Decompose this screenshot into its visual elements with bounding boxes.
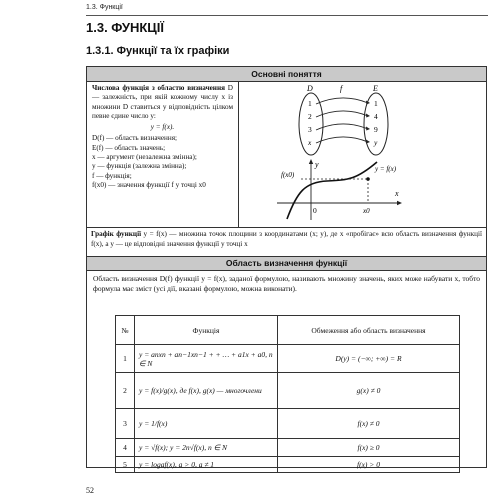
row-domain: f(x) ≠ 0 [278, 409, 460, 439]
row-domain: D(y) = (−∞; +∞) = R [278, 345, 460, 373]
table-header-row [116, 316, 460, 345]
row-function: y = anxn + an−1xn−1 + + … + a1x + a0, n ∈ N [135, 345, 278, 373]
graph-definition-text: y = f(x) — множина точок площини з координатами (x; y), де x «пробігає» всю область визначення функції f(x), а y — це відповідні значення функції у точці x [91, 230, 482, 248]
set-d-label: D [307, 84, 313, 93]
mapping-and-graph-figure [239, 82, 486, 227]
page-number: 52 [86, 486, 94, 495]
d-item: 1 [308, 99, 312, 108]
header-number: № [116, 316, 135, 345]
graph-definition-term: Графік функції [91, 230, 142, 238]
table-row [116, 457, 460, 473]
table-row [116, 409, 460, 439]
x0-label: x0 [363, 207, 370, 215]
table-row [116, 345, 460, 373]
row-number: 3 [116, 409, 135, 439]
domain-intro: Область визначення D(f) функції y = f(x), заданої формулою, називають множину значень, яких може набувати x, тобто формула має зміст (усі дії, вказані формулою, можна виконати). [93, 274, 480, 293]
e-item: 4 [374, 112, 378, 121]
row-domain: f(x) > 0 [278, 457, 460, 473]
row-function: y = 1/f(x) [135, 409, 278, 439]
domain-title: Область визначення функції [87, 257, 486, 271]
origin-label: 0 [313, 206, 317, 215]
notation-range: E(f) — область значень; [92, 143, 166, 152]
header-rule [86, 15, 488, 16]
e-item: 1 [374, 99, 378, 108]
point-x0 [366, 177, 370, 181]
y-axis-label: y [315, 160, 319, 169]
notation-domain: D(f) — область визначення; [92, 134, 178, 143]
section-title: 1.3. ФУНКЦІЇ [86, 20, 164, 35]
d-item: 3 [308, 125, 312, 134]
e-item: 9 [374, 125, 378, 134]
row-function: y = √f(x); y = 2n√f(x), n ∈ N [135, 439, 278, 457]
domain-box [86, 256, 487, 468]
row-function: y = f(x)/g(x), де f(x), g(x) — многочлени [135, 373, 278, 409]
notation-value: f(x0) — значення функції f у точці x0 [92, 180, 206, 189]
basic-concepts-box [86, 66, 487, 260]
illustrations [239, 82, 486, 227]
curve-label: y = f(x) [375, 165, 397, 173]
definition-term: Числова функція з областю визначення [92, 84, 225, 92]
set-f-label: f [340, 84, 343, 93]
row-number: 1 [116, 345, 135, 373]
function-definition [87, 82, 239, 227]
row-domain: f(x) ≥ 0 [278, 439, 460, 457]
fx0-label: f(x0) [281, 171, 295, 179]
row-number: 2 [116, 373, 135, 409]
header-function: Функція [135, 316, 278, 345]
header-domain: Обмеження або область визначення [278, 316, 460, 345]
d-item: x [308, 138, 312, 147]
subsection-title: 1.3.1. Функції та їх графіки [86, 45, 230, 57]
row-number: 4 [116, 439, 135, 457]
table-row [116, 373, 460, 409]
row-domain: g(x) ≠ 0 [278, 373, 460, 409]
basic-concepts-title: Основні поняття [87, 67, 486, 82]
domain-table [115, 315, 460, 473]
row-number: 5 [116, 457, 135, 473]
mapping-arrows [316, 98, 368, 143]
running-header: 1.3. Функції [86, 4, 123, 11]
row-function: y = logaf(x), a > 0, a ≠ 1 [135, 457, 278, 473]
notation-argument: x — аргумент (незалежна змінна); [92, 153, 197, 162]
notation-f: f — функція; [92, 171, 132, 180]
definition-text: D — залежність, при якій кожному числу x із множини D ставиться у відповідність цілком певне єдине число y: [92, 84, 233, 120]
d-item: 2 [308, 112, 312, 121]
set-e-label: E [373, 84, 378, 93]
x-axis-label: x [395, 189, 399, 198]
notation-function: y — функція (залежна змінна); [92, 162, 187, 171]
graph-definition [87, 227, 486, 251]
definition-paragraph [92, 84, 233, 121]
function-formula: y = f(x). [150, 123, 175, 132]
table-row [116, 439, 460, 457]
e-item: y [374, 138, 378, 147]
